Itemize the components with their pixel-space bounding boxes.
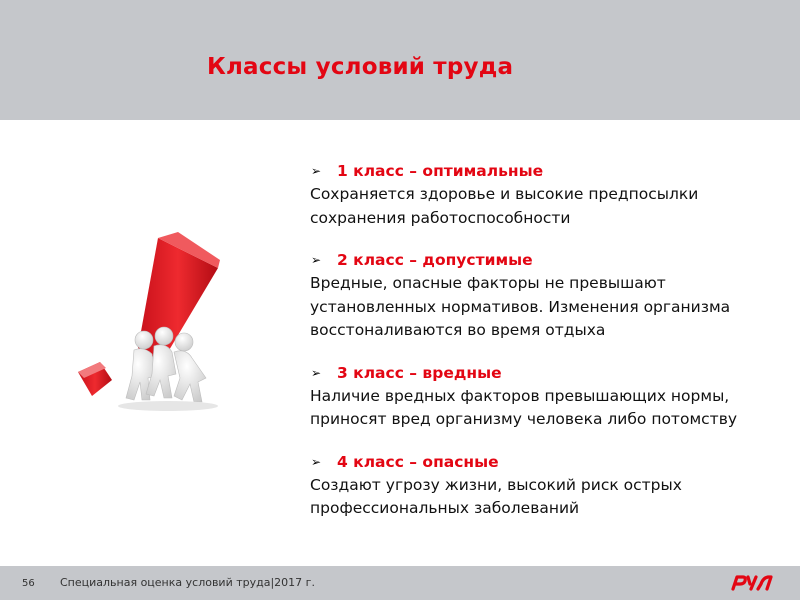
arrow-bullet-icon: ➢ <box>311 365 322 380</box>
arrow-bullet-icon: ➢ <box>311 253 322 267</box>
class-heading: 4 класс – опасные <box>337 452 499 471</box>
class-heading: 3 класс – вредные <box>337 363 502 382</box>
class-item-1 <box>310 160 790 230</box>
class-heading: 1 класс – оптимальные <box>337 162 544 180</box>
rzd-logo <box>730 572 774 592</box>
arrow-bullet-icon: ➢ <box>311 164 322 178</box>
class-item-2 <box>310 249 790 343</box>
class-description: Наличие вредных факторов превышающих нормы, приносят вред организму человека либо потомству <box>310 386 737 428</box>
page-number: 56 <box>22 578 35 589</box>
arrow-bullet-icon: ➢ <box>311 454 322 469</box>
class-heading: 2 класс – допустимые <box>337 251 533 269</box>
class-description: Сохраняется здоровье и высокие предпосылки сохранения работоспособности <box>310 185 699 227</box>
header-band <box>0 0 800 120</box>
class-description: Вредные, опасные факторы не превышают установленных нормативов. Изменения организма восстоналиваются во время отдыха <box>310 274 731 339</box>
exclamation-people-illustration <box>60 230 230 420</box>
footer-band <box>0 566 800 600</box>
class-item-3 <box>310 362 790 432</box>
class-description: Создают угрозу жизни, высокий риск острых профессиональных заболеваний <box>310 475 682 517</box>
class-item-4 <box>310 451 790 521</box>
classes-list <box>310 160 790 540</box>
slide-title: Классы условий труда <box>207 54 514 80</box>
footer-text: Специальная оценка условий труда|2017 г. <box>60 576 315 589</box>
